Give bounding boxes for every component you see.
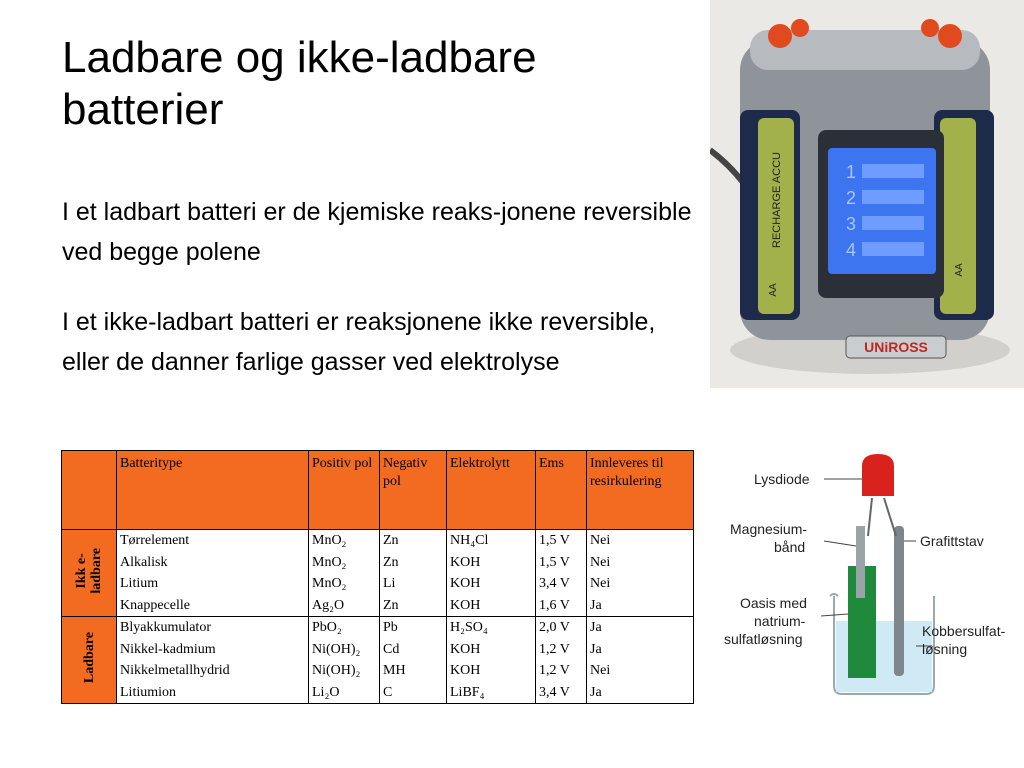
table-cell: Zn (383, 533, 399, 548)
col-ems (536, 617, 587, 704)
table-cell: Zn (383, 554, 399, 570)
label-lysdiode: Lysdiode (754, 471, 810, 487)
magnesium-ribbon (856, 526, 865, 598)
group-label-non-rechargeable: Ikk e- ladbare (62, 530, 117, 617)
table-cell: Nikkel-kadmium (120, 641, 216, 657)
table-header-row (62, 451, 694, 530)
table-cell: 1,2 V (539, 641, 570, 657)
graphite-rod (894, 526, 904, 676)
label-oasis-line1: Oasis med (740, 595, 807, 611)
col-type (117, 530, 309, 617)
table-cell: Litium (120, 576, 159, 591)
display-digit: 4 (846, 240, 857, 260)
table-cell: H₂SO₄ (450, 620, 488, 635)
table-cell: Nikkelmetallhydrid (120, 663, 230, 678)
group-rechargeable (62, 617, 694, 704)
label-magnesium-line1: Magnesium- (730, 521, 808, 537)
table-cell: Nei (590, 533, 611, 548)
table-cell: Ja (590, 597, 602, 613)
paragraph-non-rechargeable: I et ikke-ladbart batteri er reaksjonene ikke reversible, eller de danner farlige gasser ved elektrolyse (62, 308, 656, 376)
col-positive (309, 617, 380, 704)
table-cell: Nei (590, 554, 611, 570)
col-electrolyte (447, 617, 536, 704)
cell-size-right: AA (954, 263, 965, 277)
table-cell: 1,6 V (539, 597, 570, 613)
label-oasis-line3: sulfatløsning (724, 631, 803, 647)
table-cell: 1,5 V (539, 554, 570, 570)
table-cell: MH (383, 663, 406, 678)
table-cell: Ag₂O (312, 597, 345, 613)
table-cell: Ja (590, 641, 602, 657)
led (862, 454, 894, 496)
slide-title: Ladbare og ikke-ladbare batterier (62, 33, 537, 134)
table-cell: Pb (383, 620, 398, 635)
table-cell: 3,4 V (539, 684, 570, 700)
header-ems: Ems (536, 451, 587, 530)
header-corner (62, 451, 117, 530)
table-cell: 2,0 V (539, 620, 570, 635)
table-cell: Ni(OH)₂ (312, 641, 361, 657)
table-cell: Li₂O (312, 684, 340, 700)
display-digit: 3 (846, 214, 857, 234)
col-positive (309, 530, 380, 617)
table-cell: LiBF₄ (450, 684, 485, 700)
label-grafitt: Grafittstav (920, 533, 984, 549)
table-cell: PbO₂ (312, 620, 342, 635)
table-cell: Tørrelement (120, 533, 190, 548)
col-ems (536, 530, 587, 617)
table-cell: KOH (450, 641, 481, 657)
table-cell: KOH (450, 554, 481, 570)
col-recycle (587, 617, 694, 704)
col-negative (380, 617, 447, 704)
table-cell: KOH (450, 663, 481, 678)
label-magnesium-line2: bånd (774, 539, 806, 555)
table-cell: KOH (450, 597, 481, 613)
battery-table (61, 450, 694, 704)
group-label-rechargeable: Ladbare (62, 617, 117, 704)
table-cell: C (383, 684, 393, 700)
header-positive: Positiv pol (309, 451, 380, 530)
cell-size-left: AA (768, 283, 779, 297)
table-cell: Alkalisk (120, 554, 168, 570)
table-cell: Ja (590, 684, 602, 700)
table-cell: NH₄Cl (450, 533, 489, 548)
table-cell: KOH (450, 576, 481, 591)
table-cell: Cd (383, 641, 400, 657)
brand-logo: UNiROSS (864, 339, 928, 355)
label-kobber-line2: løsning (922, 641, 968, 657)
table-cell: MnO₂ (312, 533, 347, 548)
label-kobber-line1: Kobbersulfat- (922, 623, 1006, 639)
header-recycle: Innleveres til resirkulering (587, 451, 694, 530)
header-electrolyte: Elektrolytt (447, 451, 536, 530)
table-cell: MnO₂ (312, 576, 347, 591)
table-cell: Li (383, 576, 396, 591)
table-cell: Nei (590, 576, 611, 591)
battery-charger-photo (710, 0, 1024, 388)
header-type: Batteritype (117, 451, 309, 530)
table-cell: Ja (590, 620, 602, 635)
table-cell: 1,5 V (539, 533, 570, 548)
col-negative (380, 530, 447, 617)
col-recycle (587, 530, 694, 617)
table-cell: MnO₂ (312, 554, 347, 570)
table-cell: Zn (383, 597, 399, 613)
table-cell: Nei (590, 663, 611, 678)
table-cell: Litiumion (120, 684, 176, 700)
label-oasis-line2: natrium- (754, 613, 806, 629)
table-cell: Ni(OH)₂ (312, 663, 361, 678)
table-cell: 3,4 V (539, 576, 570, 591)
paragraph-rechargeable: I et ladbart batteri er de kjemiske reaks-jonene reversible ved begge polene (62, 198, 692, 266)
col-electrolyte (447, 530, 536, 617)
table-cell: Blyakkumulator (120, 620, 211, 635)
display-digit: 1 (846, 162, 857, 182)
table-cell: Knappecelle (120, 597, 190, 613)
group-non-rechargeable (62, 530, 694, 617)
col-type (117, 617, 309, 704)
cell-label-left: RECHARGE ACCU (771, 152, 783, 248)
cell-diagram (716, 446, 1024, 706)
table-cell: 1,2 V (539, 663, 570, 678)
header-negative: Negativ pol (380, 451, 447, 530)
display-digit: 2 (846, 188, 857, 208)
